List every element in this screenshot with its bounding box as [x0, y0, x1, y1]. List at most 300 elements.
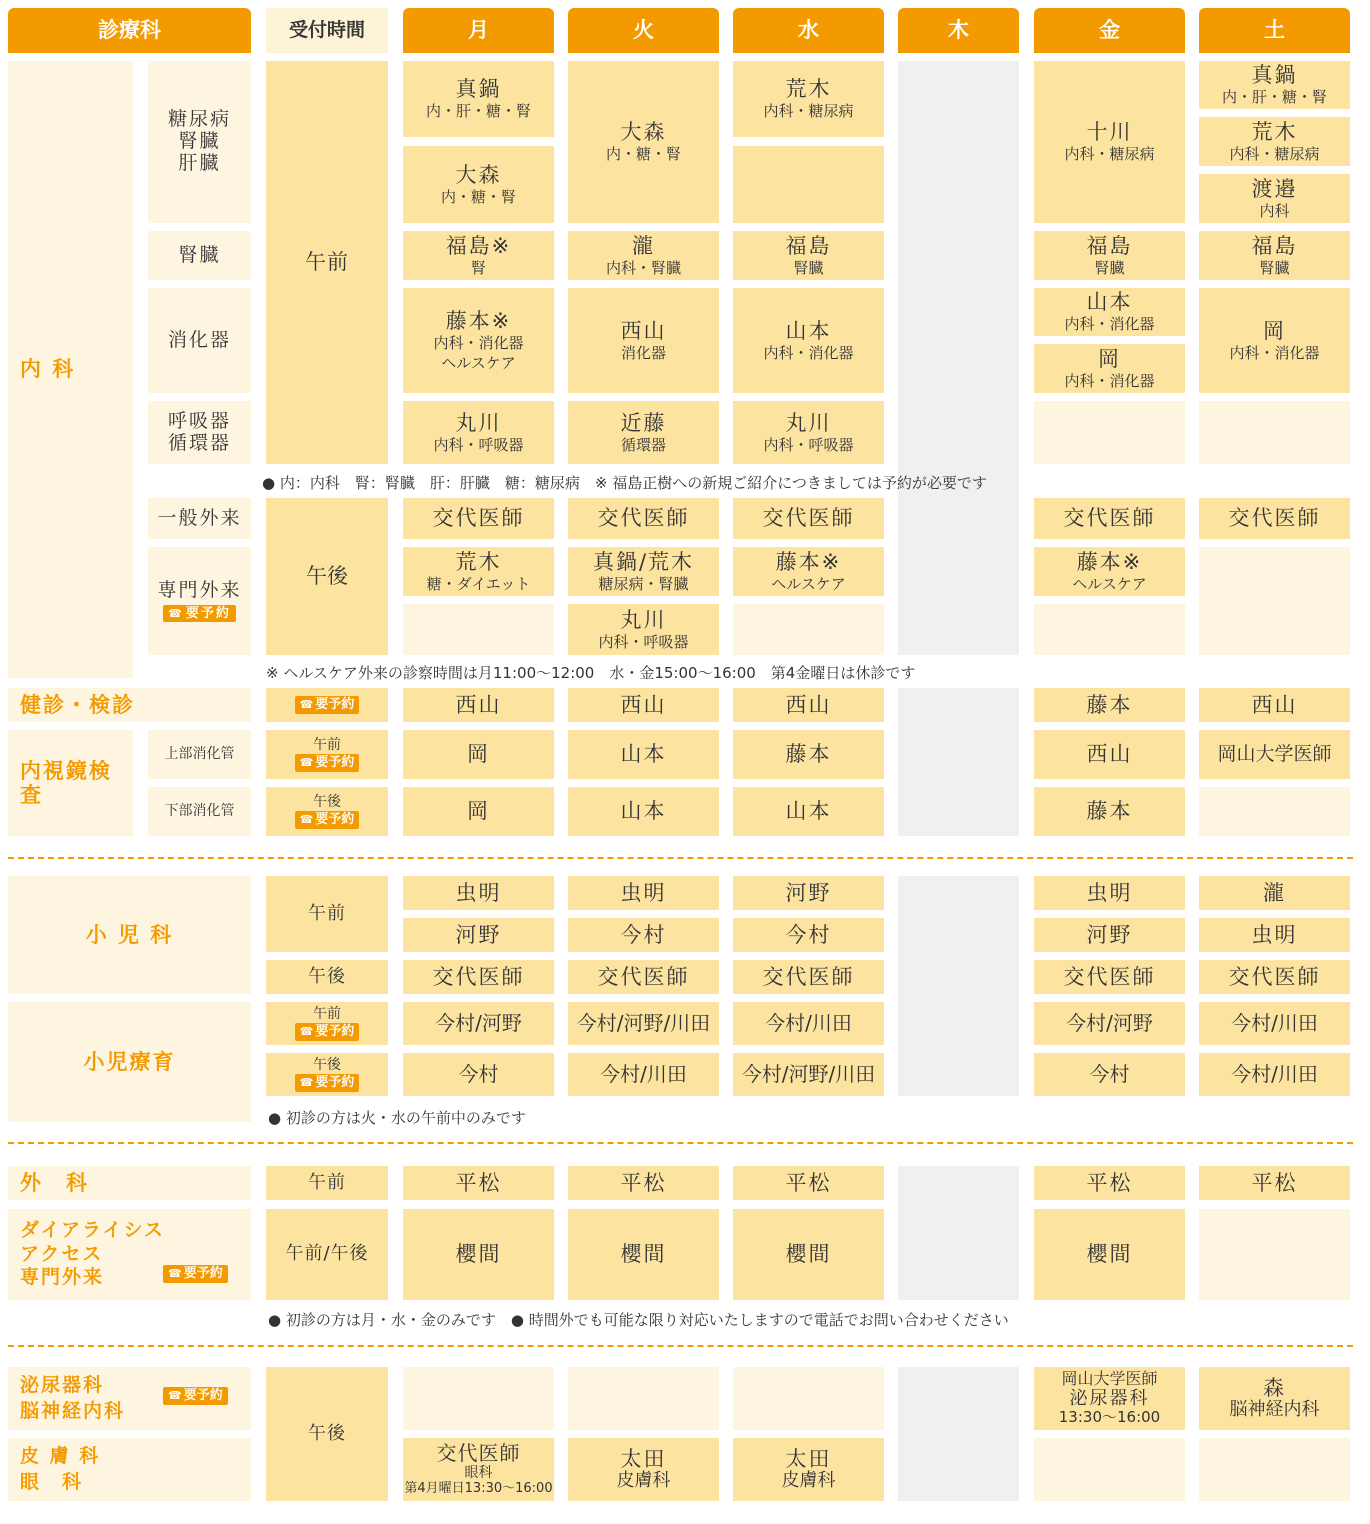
doctor-name: 西山	[455, 692, 502, 717]
doctor-name: 今村/河野	[1066, 1011, 1153, 1035]
thu-closed-block-5	[898, 1367, 1019, 1501]
kenshin-sat	[1199, 688, 1350, 722]
ryoiku-pm-wed	[733, 1053, 884, 1096]
geka-title	[8, 1166, 251, 1200]
phone-icon: ☎	[168, 606, 184, 620]
doctor-spec: 腎臓	[793, 258, 824, 277]
reservation-badge	[295, 1074, 360, 1092]
header-reception-label: 受付時間	[288, 18, 365, 41]
doctor-name: 今村	[458, 1062, 499, 1086]
cell-wed-diabetes-2	[733, 146, 884, 223]
endo-lower-tue	[568, 787, 719, 836]
doctor-spec: 内科	[1259, 201, 1290, 220]
peds-am1-wed	[733, 876, 884, 910]
sub-specialist	[148, 547, 251, 655]
uro-derm-time	[266, 1367, 388, 1501]
sub-lower-gi-text: 下部消化管	[164, 803, 235, 820]
naika-title	[8, 61, 133, 678]
doctor-spec: 内・肝・糖・腎	[425, 102, 531, 121]
doctor-name: 真鍋/荒木	[592, 549, 695, 574]
phone-icon: ☎	[299, 698, 314, 712]
header-mon-label: 月	[468, 18, 489, 43]
time-text: 午後	[313, 1057, 341, 1074]
sub-digestive	[148, 288, 251, 393]
sub-general	[148, 498, 251, 539]
dialysis-title-line1: ダイアライシス	[20, 1218, 165, 1241]
sub-diabetes	[148, 61, 251, 223]
header-dept	[8, 8, 251, 53]
doctor-name: 虫明	[455, 880, 502, 905]
endo-lower-sat	[1199, 787, 1350, 836]
endo-title	[8, 730, 133, 836]
dialysis-wed	[733, 1209, 884, 1300]
cell-fri-diabetes	[1034, 61, 1185, 223]
header-tue-label: 火	[633, 18, 654, 43]
dialysis-fri	[1034, 1209, 1185, 1300]
doctor-name: 丸川	[455, 410, 502, 435]
doctor-spec: 内科・糖尿病	[1064, 145, 1155, 164]
doctor-name: 交代医師	[1063, 964, 1156, 989]
sub-respiratory-line1: 呼吸器	[167, 409, 231, 432]
section-divider	[8, 1345, 1353, 1347]
reservation-badge	[163, 605, 236, 623]
cell-fri-specialist-2	[1034, 604, 1185, 655]
doctor-name: 今村/河野/川田	[741, 1062, 876, 1086]
doctor-name: 真鍋	[1251, 63, 1298, 88]
naika-pm-time	[266, 498, 388, 655]
doctor-name: 福島	[1086, 233, 1133, 258]
doctor-name: 交代医師	[432, 506, 525, 531]
kenshin-title	[8, 688, 251, 722]
cell-sat-diabetes-2	[1199, 117, 1350, 166]
derm-fri	[1034, 1438, 1185, 1501]
peds-am1-fri	[1034, 876, 1185, 910]
cell-fri-specialist-1	[1034, 547, 1185, 596]
kenshin-time	[266, 688, 388, 722]
badge-text: 要予約	[315, 1075, 355, 1091]
peds-am2-sat	[1199, 918, 1350, 952]
naika-note-abbrev: ● 内：内科 腎：腎臓 肝：肝臓 糖：糖尿病 ※ 福島正樹への新規ご紹介につきましては予約が必要です	[262, 474, 987, 492]
doctor-name: 今村	[620, 922, 667, 947]
peds-am2-fri	[1034, 918, 1185, 952]
header-sat	[1199, 8, 1350, 53]
doctor-name: 丸川	[785, 410, 832, 435]
sub-lower-gi	[148, 787, 251, 836]
phone-icon: ☎	[299, 1025, 314, 1039]
doctor-name: 荒木	[455, 549, 502, 574]
doctor-spec: 脳神経内科	[1229, 1399, 1320, 1421]
ryoiku-pm-fri	[1034, 1053, 1185, 1096]
doctor-spec: 皮膚科	[616, 1470, 671, 1492]
cell-mon-specialist-1	[403, 547, 554, 596]
peds-title-text: 小 児 科	[85, 922, 174, 947]
doctor-name: 大森	[620, 120, 667, 145]
dialysis-title-line2: アクセス	[20, 1242, 104, 1265]
doctor-name: 山本	[1086, 290, 1133, 315]
cell-mon-diabetes-2	[403, 146, 554, 223]
cell-sat-diabetes-3	[1199, 174, 1350, 223]
doctor-name: 河野	[1086, 922, 1133, 947]
ryoiku-note: ● 初診の方は火・水の午前中のみです	[268, 1109, 526, 1127]
sub-kidney	[148, 231, 251, 280]
cell-sat-diabetes-1	[1199, 61, 1350, 109]
doctor-spec: 内科・消化器	[1064, 315, 1155, 334]
doctor-spec: 循環器	[620, 435, 666, 454]
uro-fri	[1034, 1367, 1185, 1430]
dialysis-title-line3: 専門外来	[20, 1266, 105, 1289]
peds-title	[8, 876, 251, 994]
ryoiku-am-time	[266, 1002, 388, 1045]
doctor-name: 藤本	[1086, 692, 1133, 717]
header-sat-label: 土	[1264, 18, 1285, 43]
reservation-badge	[295, 754, 360, 772]
ryoiku-am-sat	[1199, 1002, 1350, 1045]
doctor-name: 平松	[1251, 1170, 1298, 1195]
peds-pm-tue	[568, 960, 719, 994]
ryoiku-title	[8, 1002, 251, 1122]
naika-note-healthcare: ※ ヘルスケア外来の診察時間は月11:00〜12:00 水・金15:00〜16:00 第4金曜日は休診です	[266, 664, 916, 682]
cell-wed-diabetes-1	[733, 61, 884, 137]
doctor-spec: 内科・消化器	[763, 343, 854, 362]
derm-sat	[1199, 1438, 1350, 1501]
badge-text: 要予約	[315, 1024, 355, 1040]
thu-closed-block-1	[898, 61, 1019, 655]
section-divider	[8, 857, 1353, 859]
reservation-badge	[295, 1023, 360, 1041]
geka-sat	[1199, 1166, 1350, 1200]
dialysis-title	[8, 1209, 251, 1300]
doctor-name: 虫明	[1086, 880, 1133, 905]
badge-text: 要予約	[315, 697, 355, 713]
uro-mon	[403, 1367, 554, 1430]
naika-am-time	[266, 61, 388, 464]
peds-pm-fri	[1034, 960, 1185, 994]
cell-wed-specialist-2	[733, 604, 884, 655]
doctor-name: 虫明	[1251, 922, 1298, 947]
endo-upper-time	[266, 730, 388, 779]
cell-wed-digestive	[733, 288, 884, 393]
cell-fri-general	[1034, 498, 1185, 539]
ryoiku-am-fri	[1034, 1002, 1185, 1045]
doctor-name: 櫻間	[1086, 1242, 1133, 1267]
doctor-name: 福島	[785, 233, 832, 258]
doctor-spec: 内科・腎臓	[605, 258, 681, 277]
endo-upper-mon	[403, 730, 554, 779]
phone-icon: ☎	[299, 813, 314, 827]
sub-upper-gi-text: 上部消化管	[164, 746, 235, 763]
doctor-name: 太田	[785, 1447, 832, 1472]
ryoiku-pm-sat	[1199, 1053, 1350, 1096]
peds-pm-time	[266, 960, 388, 994]
ryoiku-pm-time	[266, 1053, 388, 1096]
dialysis-sat	[1199, 1209, 1350, 1300]
header-thu	[898, 8, 1019, 53]
doctor-spec: 内・肝・糖・腎	[1221, 88, 1327, 107]
cell-wed-specialist-1	[733, 547, 884, 596]
doctor-name: 今村/川田	[1231, 1062, 1318, 1086]
doctor-name: 渡邉	[1251, 176, 1298, 201]
kenshin-tue	[568, 688, 719, 722]
cell-mon-kidney	[403, 231, 554, 280]
cell-sat-digestive	[1199, 288, 1350, 393]
doctor-name: 平松	[455, 1170, 502, 1195]
cell-tue-specialist-2	[568, 604, 719, 655]
header-dept-label: 診療科	[98, 18, 161, 43]
doctor-name: 森	[1263, 1376, 1286, 1401]
cell-tue-respiratory	[568, 401, 719, 464]
header-tue	[568, 8, 719, 53]
doctor-name: 瀧	[1263, 880, 1286, 905]
time-text: 午後	[313, 794, 341, 811]
cell-tue-diabetes	[568, 61, 719, 223]
doctor-name: 荒木	[785, 77, 832, 102]
phone-icon: ☎	[299, 1076, 314, 1090]
cell-wed-general	[733, 498, 884, 539]
endo-upper-fri	[1034, 730, 1185, 779]
badge-text: 要予約	[315, 755, 355, 771]
doctor-name: 西山	[620, 692, 667, 717]
section-divider	[8, 1142, 1353, 1144]
thu-closed-block-2	[898, 688, 1019, 836]
doctor-name: 虫明	[620, 880, 667, 905]
geka-tue	[568, 1166, 719, 1200]
geka-wed	[733, 1166, 884, 1200]
peds-pm-sat	[1199, 960, 1350, 994]
doctor-spec: 内・糖・腎	[440, 187, 516, 206]
doctor-name: 交代医師	[436, 1441, 521, 1466]
uro-sat	[1199, 1367, 1350, 1430]
sub-respiratory	[148, 401, 251, 464]
doctor-name: 平松	[1086, 1170, 1133, 1195]
time-text: 午後	[308, 1422, 346, 1444]
doctor-spec: 内科・糖尿病	[763, 102, 854, 121]
sub-upper-gi	[148, 730, 251, 779]
header-reception	[266, 8, 388, 53]
badge-text: 要予約	[183, 1388, 223, 1403]
doctor-spec: 眼科	[464, 1465, 493, 1482]
cell-mon-respiratory	[403, 401, 554, 464]
doctor-name: 交代医師	[597, 506, 690, 531]
geka-time	[266, 1166, 388, 1200]
doctor-name: 岡	[467, 742, 490, 767]
dialysis-note: ● 初診の方は月・水・金のみです ● 時間外でも可能な限り対応いたしますので電話でお問い合わせください	[268, 1311, 1009, 1329]
doctor-name: 藤本※	[775, 549, 842, 574]
peds-am1-sat	[1199, 876, 1350, 910]
cell-mon-general	[403, 498, 554, 539]
derm-title	[8, 1438, 251, 1501]
time-text: 午前	[308, 902, 346, 924]
header-wed-label: 水	[798, 18, 819, 43]
doctor-spec: 腎	[470, 258, 486, 277]
doctor-spec: ヘルスケア	[771, 574, 846, 593]
thu-closed-block-4	[898, 1166, 1019, 1300]
cell-tue-general	[568, 498, 719, 539]
doctor-name: 交代医師	[762, 506, 855, 531]
doctor-spec: 腎臓	[1094, 258, 1125, 277]
sub-specialist-text: 専門外来	[157, 578, 242, 601]
doctor-spec: 内科・呼吸器	[598, 632, 689, 651]
kenshin-mon	[403, 688, 554, 722]
doctor-name: 河野	[785, 880, 832, 905]
doctor-name: 岡	[467, 799, 490, 824]
doctor-name: 山本	[785, 799, 832, 824]
cell-fri-digestive-1	[1034, 288, 1185, 336]
doctor-spec: 内科・呼吸器	[763, 435, 854, 454]
ryoiku-title-text: 小児療育	[83, 1049, 176, 1074]
kenshin-fri	[1034, 688, 1185, 722]
cell-tue-digestive	[568, 288, 719, 393]
doctor-name: 福島	[1251, 233, 1298, 258]
doctor-name: 交代医師	[762, 964, 855, 989]
doctor-name: 岡山大学医師	[1217, 742, 1332, 765]
doctor-name: 十川	[1086, 120, 1133, 145]
uro-wed	[733, 1367, 884, 1430]
cell-sat-respiratory	[1199, 401, 1350, 464]
doctor-name: 丸川	[620, 607, 667, 632]
doctor-spec: 内科・呼吸器	[433, 435, 524, 454]
time-text: 午前	[313, 1006, 341, 1023]
reservation-badge	[295, 696, 360, 714]
cell-sat-general	[1199, 498, 1350, 539]
doctor-name: 櫻間	[785, 1242, 832, 1267]
phone-icon: ☎	[168, 1389, 182, 1403]
naika-am-text: 午前	[305, 250, 349, 275]
doctor-name: 福島※	[445, 233, 512, 258]
doctor-name: 太田	[620, 1447, 667, 1472]
doctor-name: 今村	[785, 922, 832, 947]
doctor-name: 荒木	[1251, 119, 1298, 144]
ryoiku-am-tue	[568, 1002, 719, 1045]
doctor-spec: 消化器	[620, 343, 666, 362]
doctor-name: 交代医師	[1228, 964, 1321, 989]
doctor-name: 交代医師	[1063, 506, 1156, 531]
endo-upper-tue	[568, 730, 719, 779]
doctor-name: 平松	[785, 1170, 832, 1195]
badge-text: 要予約	[185, 605, 231, 621]
doctor-name: 交代医師	[1228, 506, 1321, 531]
kenshin-title-text: 健診・検診	[20, 692, 135, 717]
doctor-name: 今村/川田	[600, 1062, 687, 1086]
peds-am2-mon	[403, 918, 554, 952]
dialysis-time	[266, 1209, 388, 1300]
doctor-name: 河野	[455, 922, 502, 947]
naika-title-text: 内 科	[20, 357, 76, 382]
sub-general-text: 一般外来	[157, 506, 242, 529]
peds-am-time	[266, 876, 388, 952]
endo-upper-wed	[733, 730, 884, 779]
doctor-name: 近藤	[620, 410, 667, 435]
header-mon	[403, 8, 554, 53]
doctor-name: 岡	[1263, 318, 1286, 343]
peds-pm-mon	[403, 960, 554, 994]
doctor-name: 西山	[620, 318, 667, 343]
doctor-name: 交代医師	[597, 964, 690, 989]
peds-am1-tue	[568, 876, 719, 910]
cell-wed-respiratory	[733, 401, 884, 464]
endo-title-text: 内視鏡検査	[20, 758, 112, 807]
reservation-badge	[295, 811, 360, 829]
phone-icon: ☎	[168, 1267, 182, 1281]
ryoiku-am-wed	[733, 1002, 884, 1045]
sub-respiratory-line2: 循環器	[167, 431, 231, 454]
reservation-badge	[163, 1265, 228, 1283]
peds-am1-mon	[403, 876, 554, 910]
cell-fri-digestive-2	[1034, 344, 1185, 393]
dialysis-mon	[403, 1209, 554, 1300]
derm-tue	[568, 1438, 719, 1501]
cell-mon-specialist-2	[403, 604, 554, 655]
doctor-name: 西山	[1251, 692, 1298, 717]
cell-mon-digestive	[403, 288, 554, 393]
cell-wed-kidney	[733, 231, 884, 280]
sub-diabetes-line3: 肝臓	[178, 151, 221, 174]
endo-lower-wed	[733, 787, 884, 836]
doctor-spec: 腎臓	[1259, 258, 1290, 277]
doctor-name: 瀧	[632, 233, 655, 258]
peds-pm-wed	[733, 960, 884, 994]
derm-mon	[403, 1438, 554, 1501]
doctor-name: 平松	[620, 1170, 667, 1195]
cell-sat-specialist	[1199, 547, 1350, 655]
dialysis-tue	[568, 1209, 719, 1300]
doctor-spec: 内・糖・腎	[605, 145, 681, 164]
clinic-hours: 13:30〜16:00	[1058, 1408, 1161, 1427]
derm-title-line1: 皮 膚 科	[20, 1444, 101, 1467]
peds-am2-wed	[733, 918, 884, 952]
endo-lower-time	[266, 787, 388, 836]
doctor-spec: 内科・消化器	[1229, 343, 1320, 362]
doctor-name: 西山	[1086, 742, 1133, 767]
time-text: 午前	[308, 1171, 346, 1193]
sub-digestive-text: 消化器	[167, 328, 231, 351]
cell-fri-respiratory	[1034, 401, 1185, 464]
time-text: 午前	[313, 737, 341, 754]
time-text: 午後	[308, 965, 346, 987]
doctor-name: 交代医師	[432, 964, 525, 989]
doctor-name: 岡山大学医師	[1061, 1369, 1158, 1389]
doctor-spec: ヘルスケア	[441, 353, 516, 372]
badge-text: 要予約	[315, 812, 355, 828]
time-text: 午前/午後	[285, 1243, 369, 1265]
geka-mon	[403, 1166, 554, 1200]
doctor-name: 真鍋	[455, 77, 502, 102]
doctor-spec: 糖・ダイエット	[426, 574, 531, 593]
ryoiku-pm-mon	[403, 1053, 554, 1096]
doctor-name: 櫻間	[620, 1242, 667, 1267]
doctor-spec: 泌尿器科	[1069, 1387, 1150, 1409]
header-wed	[733, 8, 884, 53]
cell-tue-kidney	[568, 231, 719, 280]
cell-fri-kidney	[1034, 231, 1185, 280]
sub-diabetes-line1: 糖尿病	[167, 108, 231, 131]
doctor-name: 今村/河野	[435, 1011, 522, 1035]
endo-upper-sat	[1199, 730, 1350, 779]
doctor-name: 山本	[620, 799, 667, 824]
badge-text: 要予約	[183, 1266, 223, 1281]
header-fri	[1034, 8, 1185, 53]
endo-lower-fri	[1034, 787, 1185, 836]
doctor-name: 山本	[620, 742, 667, 767]
doctor-name: 岡	[1098, 346, 1121, 371]
doctor-name: 藤本	[1086, 799, 1133, 824]
uro-title-line1: 泌尿器科	[20, 1373, 105, 1396]
doctor-name: 藤本※	[445, 309, 512, 334]
header-fri-label: 金	[1099, 18, 1120, 43]
ryoiku-am-mon	[403, 1002, 554, 1045]
thu-closed-block-3	[898, 876, 1019, 1096]
doctor-spec: 糖尿病・腎臓	[598, 574, 689, 593]
doctor-name: 西山	[785, 692, 832, 717]
